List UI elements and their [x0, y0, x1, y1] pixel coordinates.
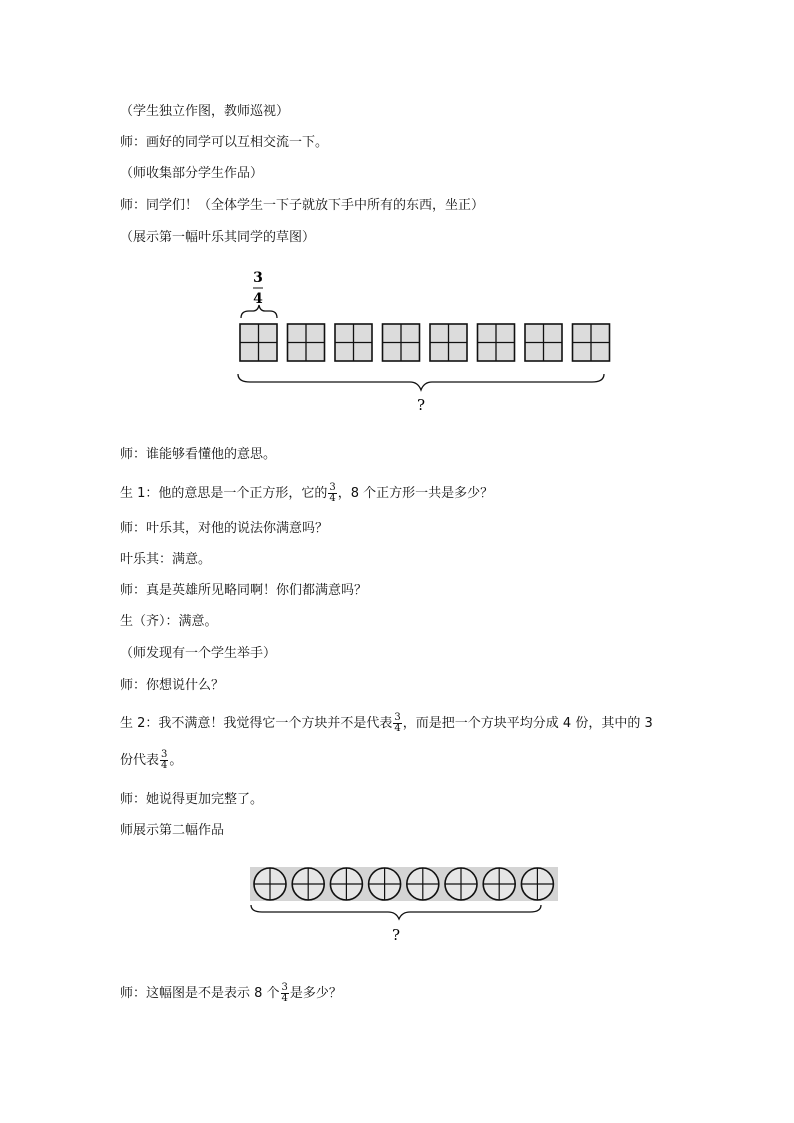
- text-line: （学生独立作图，教师巡视）: [120, 104, 290, 119]
- circle-block: [369, 868, 401, 900]
- fraction-den: 4: [329, 493, 336, 504]
- s2b-post: 。: [169, 753, 183, 768]
- fig1-question: ?: [416, 396, 426, 414]
- circle-block: [292, 868, 324, 900]
- last-pre: 师：这幅图是不是表示 8 个: [120, 986, 280, 1001]
- last-line: [120, 983, 342, 1004]
- circle-block: [254, 868, 286, 900]
- text-line: （师收集部分学生作品）: [120, 166, 264, 181]
- fraction-num: 3: [281, 982, 288, 993]
- s1-post: ，8 个正方形一共是多少？: [337, 486, 494, 501]
- fraction: [281, 983, 289, 1004]
- fraction-den: 4: [394, 723, 401, 734]
- text-line: 师：同学们！（全体学生一下子就放下手中所有的东西，坐正）: [120, 198, 485, 213]
- fraction-den: 4: [161, 760, 168, 771]
- last-post: 是多少？: [289, 986, 342, 1001]
- text-line: 师：你想说什么？: [120, 678, 225, 693]
- s1-pre: 生 1：他的意思是一个正方形，它的: [120, 486, 328, 501]
- text-line: 师：谁能够看懂他的意思。: [120, 447, 277, 462]
- fig1-label-den: 4: [253, 291, 263, 307]
- fig2-question: ?: [391, 926, 401, 944]
- text-line: （师发现有一个学生举手）: [120, 646, 277, 661]
- text-line: 叶乐其：满意。: [120, 552, 212, 567]
- fraction-num: 3: [394, 712, 401, 723]
- text-line: 师：画好的同学可以互相交流一下。: [120, 135, 329, 150]
- s2-pre: 生 2：我不满意！我觉得它一个方块并不是代表: [120, 716, 393, 731]
- text-line: 师：她说得更加完整了。: [120, 792, 264, 807]
- fig2-big-brace: [251, 905, 541, 919]
- fraction-num: 3: [329, 482, 336, 493]
- text-line: 师：真是英雄所见略同啊！你们都满意吗？: [120, 583, 368, 598]
- circle-block: [483, 868, 515, 900]
- text-line: （展示第一幅叶乐其同学的草图）: [120, 230, 316, 245]
- circle-block: [407, 868, 439, 900]
- circle-block: [330, 868, 362, 900]
- fraction-num: 3: [161, 749, 168, 760]
- circle-block: [521, 868, 553, 900]
- s2b-pre: 份代表: [120, 753, 160, 768]
- text-line: 生（齐）：满意。: [120, 614, 218, 629]
- text-line: 师展示第二幅作品: [120, 823, 225, 838]
- text-line: 师：叶乐其，对他的说法你满意吗？: [120, 521, 329, 536]
- circle-block: [445, 868, 477, 900]
- s2-post: ，而是把一个方块平均分成 4 份，其中的 3: [402, 716, 653, 731]
- fraction-den: 4: [281, 993, 288, 1004]
- fig1-label-num: 3: [253, 270, 263, 286]
